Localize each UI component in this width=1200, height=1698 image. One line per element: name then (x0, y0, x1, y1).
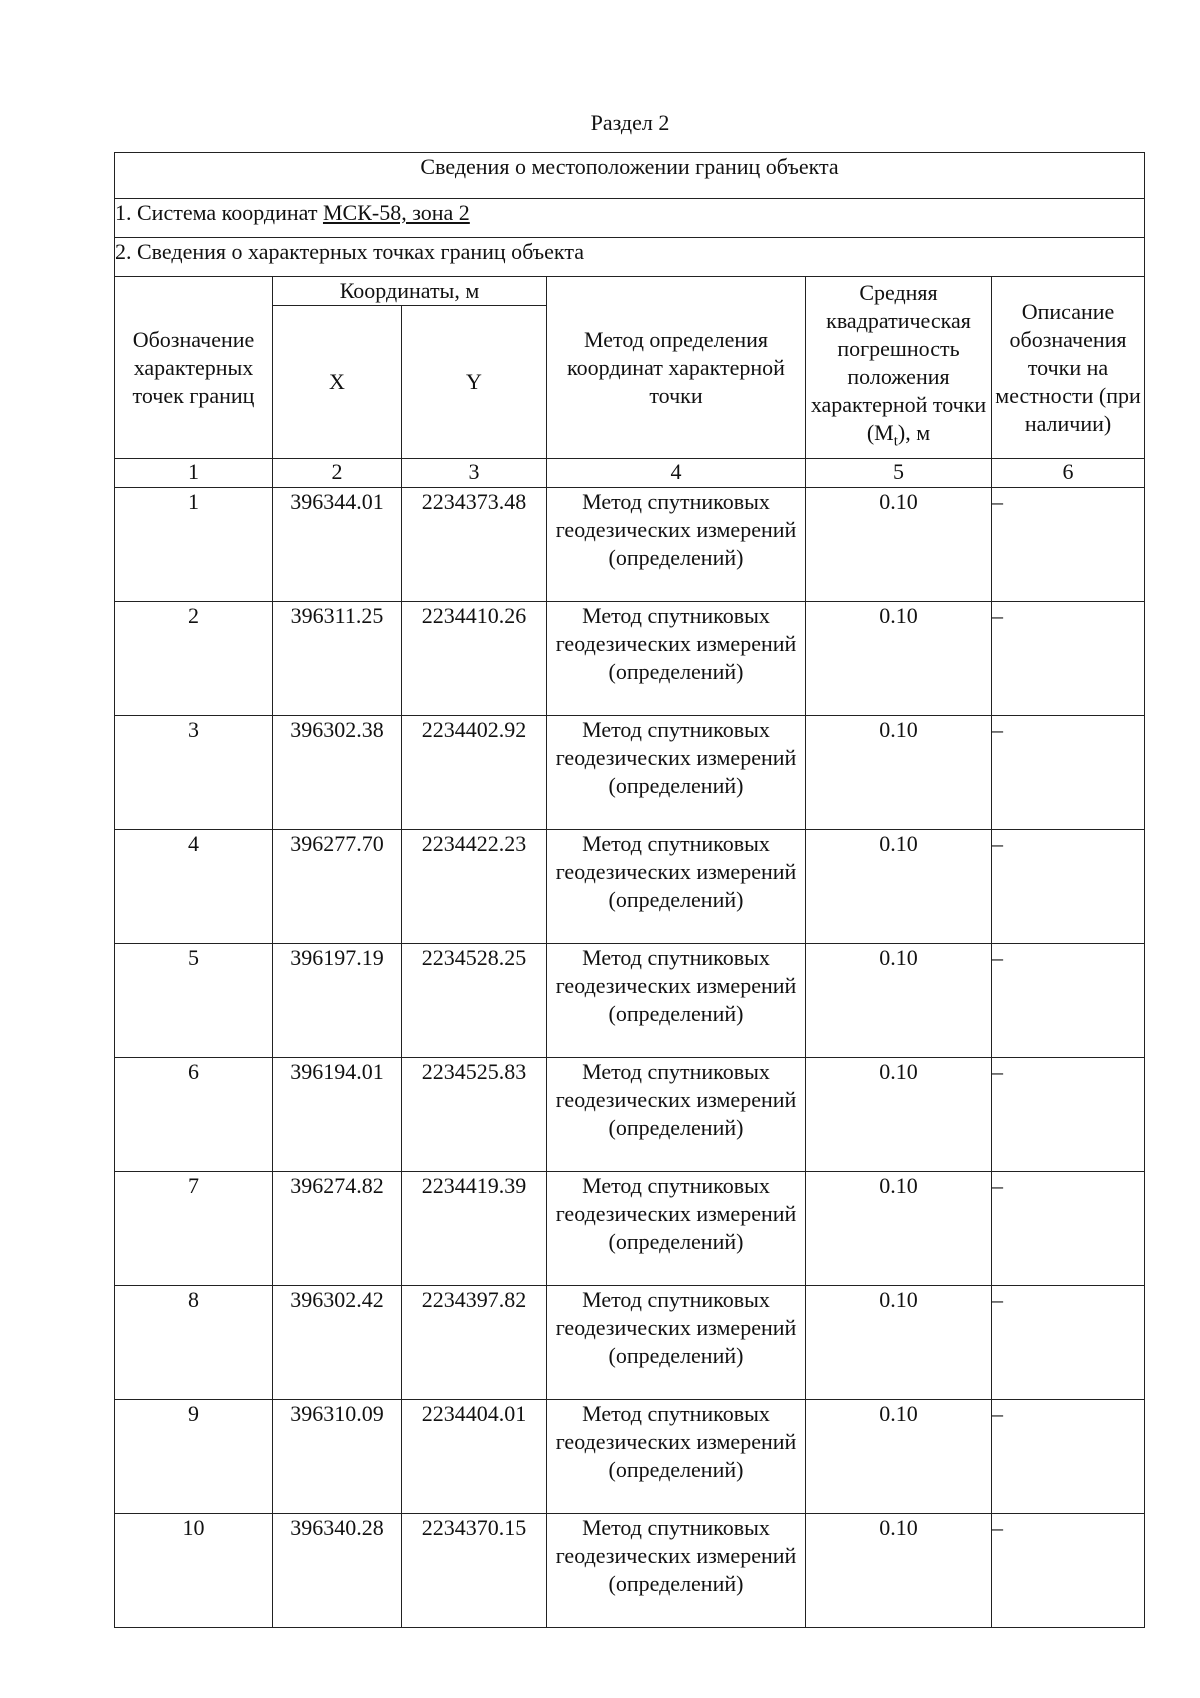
point-error: 0.10 (806, 1514, 992, 1628)
point-x: 396194.01 (273, 1058, 402, 1172)
table-row (115, 1514, 1145, 1628)
table-row (115, 830, 1145, 944)
point-error: 0.10 (806, 1172, 992, 1286)
point-error: 0.10 (806, 944, 992, 1058)
point-y: 2234528.25 (402, 944, 547, 1058)
point-description: – (992, 830, 1145, 944)
point-description: – (992, 716, 1145, 830)
point-description: – (992, 602, 1145, 716)
point-x: 396311.25 (273, 602, 402, 716)
point-description: – (992, 488, 1145, 602)
column-number: 2 (273, 459, 402, 488)
points-heading: 2. Сведения о характерных точках границ объекта (115, 238, 1145, 277)
point-error: 0.10 (806, 830, 992, 944)
point-error: 0.10 (806, 716, 992, 830)
boundary-points-table (114, 152, 1145, 1628)
header-error-unit: ), м (897, 420, 931, 446)
table-title: Сведения о местоположении границ объекта (115, 153, 1145, 199)
header-y: Y (402, 306, 547, 459)
table-row (115, 944, 1145, 1058)
point-x: 396274.82 (273, 1172, 402, 1286)
column-number: 3 (402, 459, 547, 488)
point-error: 0.10 (806, 1058, 992, 1172)
point-number: 9 (115, 1400, 273, 1514)
header-error-subscript: t (893, 433, 898, 450)
coordinate-system-value: МСК-58, зона 2 (322, 200, 470, 225)
point-method: Метод спутниковых геодезических измерений (определений) (547, 944, 806, 1058)
point-error: 0.10 (806, 1286, 992, 1400)
point-x: 396302.38 (273, 716, 402, 830)
point-number: 7 (115, 1172, 273, 1286)
point-y: 2234419.39 (402, 1172, 547, 1286)
section-title: Раздел 2 (590, 110, 670, 135)
point-method: Метод спутниковых геодезических измерений (определений) (547, 1058, 806, 1172)
header-method: Метод определения координат характерной точки (547, 277, 806, 459)
point-method: Метод спутниковых геодезических измерений (определений) (547, 1514, 806, 1628)
point-method: Метод спутниковых геодезических измерений (определений) (547, 1286, 806, 1400)
point-method: Метод спутниковых геодезических измерений (определений) (547, 716, 806, 830)
point-description: – (992, 1514, 1145, 1628)
table-row (115, 716, 1145, 830)
point-method: Метод спутниковых геодезических измерений (определений) (547, 1172, 806, 1286)
header-coordinates: Координаты, м (273, 277, 547, 306)
header-error-text: Средняя квадратическая погрешность положения характерной точки (M (810, 280, 987, 446)
point-number: 4 (115, 830, 273, 944)
point-y: 2234422.23 (402, 830, 547, 944)
point-number: 8 (115, 1286, 273, 1400)
point-number: 5 (115, 944, 273, 1058)
point-y: 2234404.01 (402, 1400, 547, 1514)
point-y: 2234370.15 (402, 1514, 547, 1628)
point-description: – (992, 1286, 1145, 1400)
point-number: 2 (115, 602, 273, 716)
column-number: 6 (992, 459, 1145, 488)
table-row (115, 1286, 1145, 1400)
column-number-row (115, 459, 1145, 488)
table-row (115, 488, 1145, 602)
table-row (115, 1058, 1145, 1172)
table-row (115, 1400, 1145, 1514)
point-error: 0.10 (806, 602, 992, 716)
column-number: 1 (115, 459, 273, 488)
point-method: Метод спутниковых геодезических измерений (определений) (547, 830, 806, 944)
point-x: 396344.01 (273, 488, 402, 602)
point-description: – (992, 944, 1145, 1058)
point-error: 0.10 (806, 488, 992, 602)
point-description: – (992, 1400, 1145, 1514)
point-number: 1 (115, 488, 273, 602)
point-error: 0.10 (806, 1400, 992, 1514)
header-error (806, 277, 992, 459)
point-number: 10 (115, 1514, 273, 1628)
point-y: 2234525.83 (402, 1058, 547, 1172)
point-method: Метод спутниковых геодезических измерений (определений) (547, 488, 806, 602)
coordinate-system-line (115, 199, 1145, 238)
point-y: 2234402.92 (402, 716, 547, 830)
header-description: Описание обозначения точки на местности (при наличии) (992, 277, 1145, 459)
point-y: 2234373.48 (402, 488, 547, 602)
header-designation: Обозначение характерных точек границ (115, 277, 273, 459)
table-row (115, 1172, 1145, 1286)
point-number: 3 (115, 716, 273, 830)
table-row (115, 602, 1145, 716)
point-description: – (992, 1058, 1145, 1172)
point-x: 396277.70 (273, 830, 402, 944)
point-number: 6 (115, 1058, 273, 1172)
coordinate-system-prefix: 1. Система координат (115, 200, 323, 225)
point-x: 396197.19 (273, 944, 402, 1058)
point-method: Метод спутниковых геодезических измерений (определений) (547, 1400, 806, 1514)
point-x: 396340.28 (273, 1514, 402, 1628)
point-x: 396302.42 (273, 1286, 402, 1400)
column-number: 4 (547, 459, 806, 488)
point-y: 2234397.82 (402, 1286, 547, 1400)
point-y: 2234410.26 (402, 602, 547, 716)
point-description: – (992, 1172, 1145, 1286)
point-x: 396310.09 (273, 1400, 402, 1514)
column-number: 5 (806, 459, 992, 488)
header-x: X (273, 306, 402, 459)
point-method: Метод спутниковых геодезических измерений (определений) (547, 602, 806, 716)
